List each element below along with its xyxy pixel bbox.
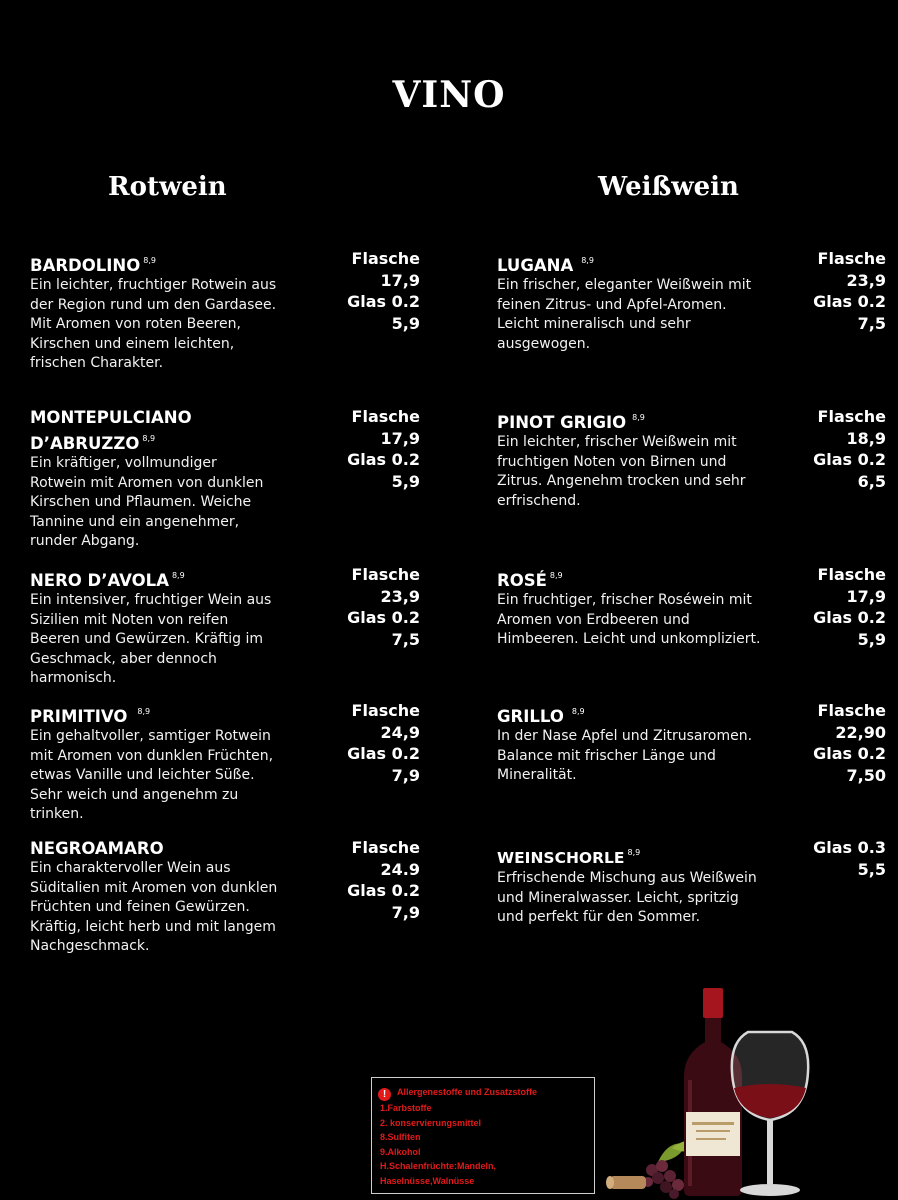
wine-description [497,727,797,786]
price-label: Flasche [351,407,420,426]
allergen-codes: 8,9 [632,413,645,422]
price-label: Glas 0.2 [347,450,420,469]
wine-item-negroamaro [30,838,330,957]
price-label: Flasche [817,407,886,426]
desc-line: Früchten und feinen Gewürzen. [30,899,250,916]
price-label: Glas 0.2 [813,608,886,627]
allergen-codes: 8,9 [171,571,185,580]
desc-line: Leicht mineralisch und sehr [497,316,691,333]
price-value: 7,9 [391,765,420,785]
allergen-legend [371,1077,595,1194]
desc-line: fruchtigen Noten von Birnen und [497,453,727,470]
desc-line: Mineralität. [497,767,577,784]
price-label: Glas 0.2 [347,744,420,763]
price-value: 7,50 [846,765,886,785]
price-label: Flasche [351,565,420,584]
desc-line: Nachgeschmack. [30,938,150,955]
price-block [813,406,886,492]
allergen-codes: 8,9 [581,256,594,265]
desc-line: Geschmack, aber dennoch [30,650,217,667]
desc-line: Ein frischer, eleganter Weißwein mit [497,277,752,293]
wine-item-lugana [497,250,797,354]
desc-line: Kräftig, leicht herb und mit langem [30,918,276,935]
allergen-codes: 8,9 [549,571,563,580]
wine-description [30,859,330,957]
wine-name: PINOT GRIGIO [497,413,627,432]
wine-item-primitivo [30,701,330,825]
desc-line: der Region rund um den Gardasee. [30,296,277,313]
price-value: 5,9 [391,313,420,333]
desc-line: In der Nase Apfel und Zitrusaromen. [497,728,753,744]
price-value: 22,90 [835,722,886,742]
price-value: 6,5 [857,471,886,491]
price-block [347,564,420,650]
allergen-title: Allergenestoffe und Zusatzstoffe [397,1087,538,1097]
desc-line: Ein charaktervoller Wein aus [30,860,231,876]
desc-line: Kirschen und einem leichten, [30,335,235,352]
wine-item-nero-davola [30,565,330,689]
wine-description [30,591,330,689]
desc-line: harmonisch. [30,670,117,687]
desc-line: Balance mit frischer Länge und [497,747,716,764]
price-block [813,700,886,786]
allergen-codes: 8,9 [142,434,156,443]
price-label: Flasche [817,701,886,720]
price-value: 5,9 [391,471,420,491]
wine-description [497,591,797,650]
price-value: 17,9 [380,270,420,290]
desc-line: Sehr weich und angenehm zu [30,786,239,803]
price-label: Glas 0.2 [347,608,420,627]
price-label: Glas 0.2 [813,292,886,311]
desc-line: Himbeeren. Leicht und unkompliziert. [497,631,761,648]
price-value: 24,9 [380,722,420,742]
price-label: Flasche [351,838,420,857]
wine-description [30,727,330,825]
desc-line: Aromen von Erdbeeren und [497,611,690,628]
price-value: 7,9 [391,902,420,922]
wine-item-rose [497,565,797,650]
desc-line: Sizilien mit Noten von reifen [30,611,229,628]
wine-bottle-and-glass-icon [600,980,898,1200]
price-label: Flasche [817,249,886,268]
price-value: 7,5 [857,313,886,333]
price-label: Glas 0.2 [813,744,886,763]
desc-line: Ein fruchtiger, frischer Roséwein mit [497,592,752,608]
allergen-codes: 8,9 [571,707,585,716]
price-label: Glas 0.3 [813,838,886,857]
allergen-codes: 8,9 [627,848,641,857]
price-label: Flasche [351,249,420,268]
allergen-line: 1.Farbstoffe [380,1103,432,1113]
price-block [347,248,420,334]
wine-name: WEINSCHORLE [497,849,625,867]
wine-item-grillo [497,701,797,786]
wine-description [497,433,797,511]
wine-item-pinot-grigio [497,407,797,511]
wine-item-bardolino [30,250,330,374]
desc-line: und Mineralwasser. Leicht, spritzig [497,889,739,906]
rotwein-heading: Rotwein [108,172,227,202]
price-block [813,248,886,334]
desc-line: und perfekt für den Sommer. [497,909,701,926]
wine-name: NEGROAMARO [30,839,164,858]
allergen-codes: 8,9 [143,256,156,265]
price-label: Flasche [817,565,886,584]
price-block [813,564,886,650]
wine-name: BARDOLINO [30,256,141,275]
wine-bottle-icon [684,988,742,1196]
price-block [813,837,886,880]
cork-icon [606,1176,646,1189]
desc-line: Ein gehaltvoller, samtiger Rotwein [30,728,271,744]
page-title: VINO [392,74,506,116]
weisswein-heading: Weißwein [598,172,739,202]
allergen-codes: 8,9 [137,707,151,716]
price-value: 23,9 [380,586,420,606]
price-label: Glas 0.2 [347,292,420,311]
wine-name: LUGANA [497,256,574,275]
desc-line: Beeren und Gewürzen. Kräftig im [30,631,264,648]
desc-line: Ein leichter, frischer Weißwein mit [497,434,737,450]
wine-name: ROSÉ [497,571,547,590]
desc-line: runder Abgang. [30,533,140,550]
desc-line: Ein kräftiger, vollmundiger [30,455,217,471]
allergen-line: 9.Alkohol [380,1146,421,1157]
wine-name: PRIMITIVO [30,707,128,726]
wine-name: GRILLO [497,707,564,726]
allergen-line: 2. konservierungsmittel [380,1117,482,1128]
desc-line: Tannine und ein angenehmer, [30,513,240,530]
desc-line: Süditalien mit Aromen von dunklen [30,879,278,896]
desc-line: mit Aromen von dunklen Früchten, [30,747,274,764]
desc-line: etwas Vanille und leichter Süße. [30,767,255,784]
price-value: 5,9 [857,629,886,649]
price-label: Flasche [351,701,420,720]
price-value: 18,9 [846,428,886,448]
desc-line: Rotwein mit Aromen von dunklen [30,474,264,491]
wine-item-weinschorle [497,842,797,928]
allergen-line: Haselnüsse,Walnüsse [380,1175,475,1186]
price-value: 17,9 [380,428,420,448]
desc-line: erfrischend. [497,492,581,509]
allergen-line: 8.Sulfiten [380,1132,421,1142]
price-block [347,700,420,786]
desc-line: Erfrischende Mischung aus Weißwein [497,870,757,886]
price-value: 7,5 [391,629,420,649]
wine-description [497,276,797,354]
price-value: 5,5 [857,859,886,879]
desc-line: Ein leichter, fruchtiger Rotwein aus [30,277,277,293]
wine-name: NERO D’AVOLA [30,571,169,590]
wine-name: MONTEPULCIANO [30,408,192,427]
price-value: 24.9 [380,859,420,879]
desc-line: Mit Aromen von roten Beeren, [30,316,241,333]
desc-line: ausgewogen. [497,335,591,352]
warning-icon: ! [378,1088,391,1101]
desc-line: trinken. [30,806,84,823]
wine-glass-icon [732,1032,808,1196]
wine-name: D’ABRUZZO [30,434,140,453]
price-block [347,406,420,492]
desc-line: frischen Charakter. [30,355,164,372]
desc-line: Zitrus. Angenehm trocken und sehr [497,473,746,490]
wine-description [30,276,330,374]
desc-line: feinen Zitrus- und Apfel-Aromen. [497,296,727,313]
price-value: 17,9 [846,586,886,606]
desc-line: Ein intensiver, fruchtiger Wein aus [30,592,272,608]
wine-item-montepulciano [30,407,330,552]
allergen-line: H.Schalenfrüchte:Mandeln, [380,1161,497,1171]
desc-line: Kirschen und Pflaumen. Weiche [30,494,252,511]
wine-description [30,454,330,552]
price-block [347,837,420,923]
price-value: 23,9 [846,270,886,290]
price-label: Glas 0.2 [813,450,886,469]
price-label: Glas 0.2 [347,881,420,900]
wine-description [497,869,797,928]
